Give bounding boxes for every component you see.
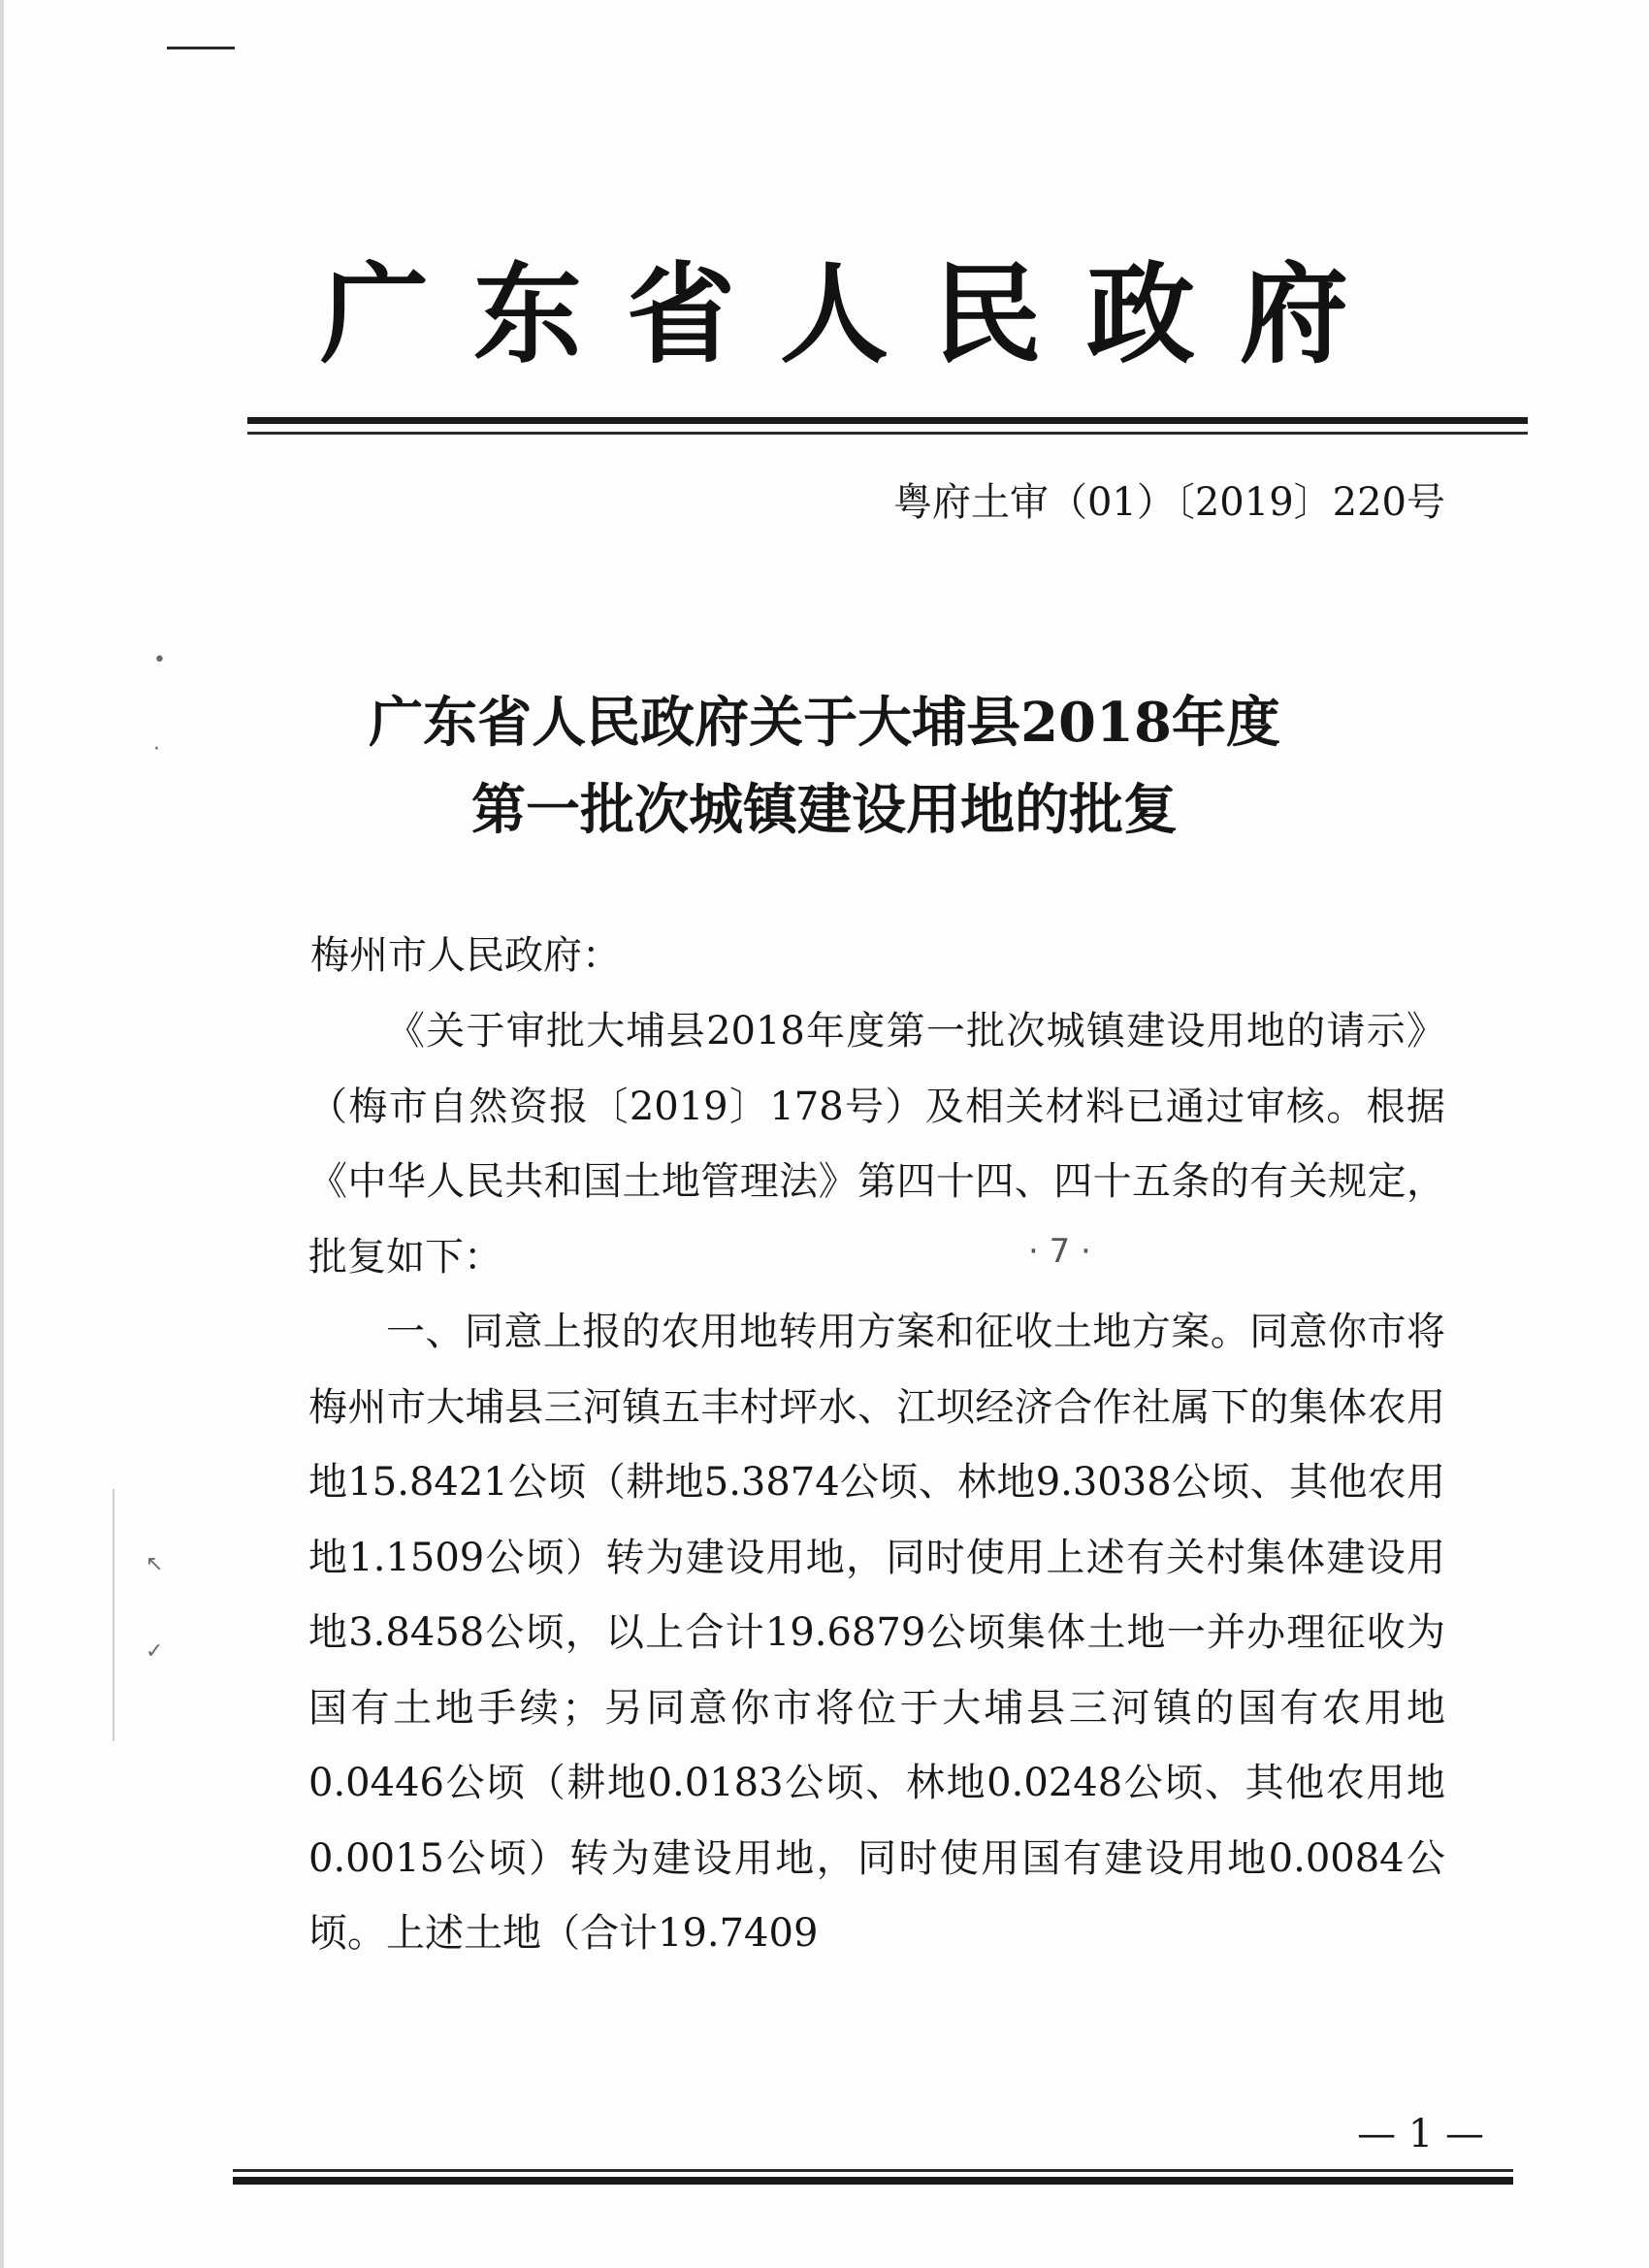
- document-subject: [291, 679, 1358, 854]
- document-body: [308, 994, 1445, 1972]
- binding-hole-mark: •: [153, 648, 166, 672]
- binding-hole-mark: ↖: [146, 1552, 164, 1576]
- issuer-header: 广东省人民政府: [320, 251, 1393, 378]
- document-number: 粤府土审（01）〔2019〕220号: [892, 480, 1445, 525]
- body-paragraph-2: 一、同意上报的农用地转用方案和征收土地方案。同意你市将梅州市大埔县三河镇五丰村坪水、江坝经济合作社属下的集体农用地15.8421公顷（耕地5.3874公顷、林地9.3038公顷、其他农用地1.1509公顷）转为建设用地，同时使用上述有关村集体建设用地3.8458公顷，以上合计19.6879公顷集体土地一并办理征收为国有土地手续；另同意你市将位于大埔县三河镇的国有农用地0.0446公顷（耕地0.0183公顷、林地0.0248公顷、其他农用地0.0015公顷）转为建设用地，同时使用国有建设用地0.0084公顷。上述土地（合计19.7409: [308, 1310, 1445, 1956]
- body-paragraph-1: 《关于审批大埔县2018年度第一批次城镇建设用地的请示》（梅市自然资报〔2019〕178号）及相关材料已通过审核。根据《中华人民共和国土地管理法》第四十四、四十五条的有关规定，批复如下：: [308, 1009, 1445, 1280]
- subject-line-1: 广东省人民政府关于大埔县2018年度: [369, 691, 1280, 755]
- page-number: — 1 —: [1357, 2112, 1484, 2156]
- header-rule-thin: [247, 432, 1528, 435]
- header-rule-thick: [247, 417, 1528, 424]
- subject-line-2: 第一批次城镇建设用地的批复: [471, 778, 1178, 842]
- scan-artifact-mark: · 7 ·: [1028, 1232, 1091, 1271]
- binding-hole-mark: ✓: [146, 1639, 164, 1664]
- scan-artifact-mark: [167, 47, 235, 49]
- scan-artifact-line: [113, 1489, 114, 1741]
- footer-rule-thick: [233, 2177, 1513, 2185]
- recipient: 梅州市人民政府：: [310, 933, 621, 978]
- scan-edge-shadow: [0, 0, 4, 2268]
- footer-rule-thin: [233, 2169, 1513, 2172]
- binding-hole-mark: ·: [153, 737, 160, 761]
